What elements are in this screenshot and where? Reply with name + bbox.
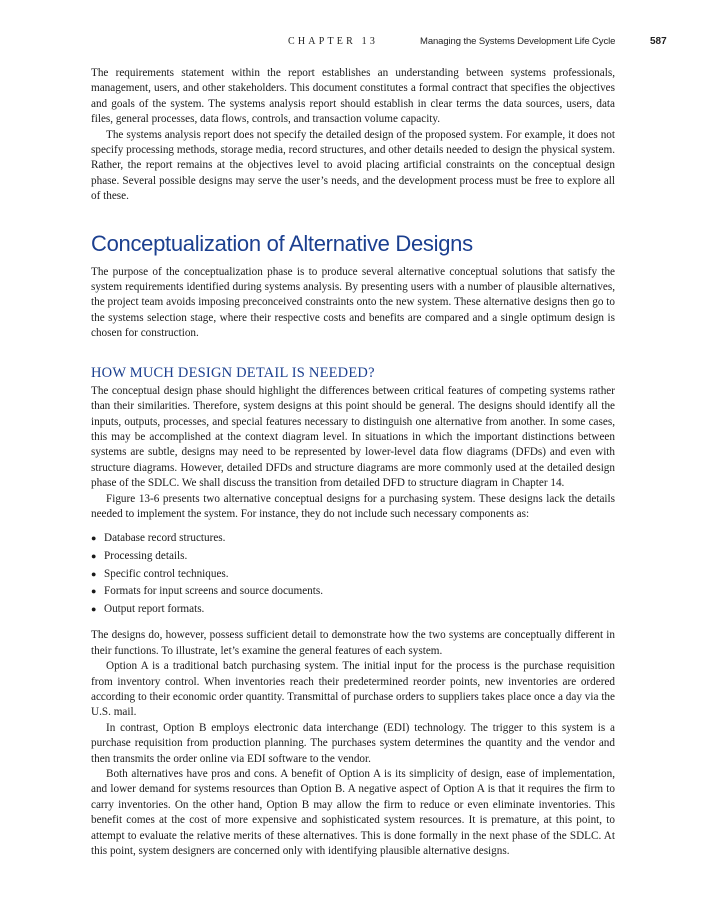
section-heading: Conceptualization of Alternative Designs	[91, 230, 473, 256]
list-item-text: Processing details.	[104, 549, 188, 562]
chapter-title: Managing the Systems Development Life Cycle	[420, 36, 616, 47]
bullet-list	[91, 530, 615, 618]
bullet-icon: ●	[91, 550, 97, 561]
bullet-icon: ●	[91, 586, 97, 597]
list-item	[91, 530, 615, 548]
list-item-text: Specific control techniques.	[104, 567, 229, 580]
bullet-icon: ●	[91, 533, 97, 544]
list-item	[91, 548, 615, 566]
bullet-icon: ●	[91, 568, 97, 579]
paragraph: The designs do, however, possess sufficient detail to demonstrate how the two systems are conceptually different in their functions. To illustrate, let’s examine the general features of each system.	[91, 629, 615, 657]
paragraph: The systems analysis report does not specify the detailed design of the proposed system. For example, it does not specify processing methods, storage media, record structures, and other details needed to design the physical system. Rather, the report remains at the objectives level to avoid placing artificial constraints on the conceptual design phase. Several possible designs may serve the user’s needs, and the development process must be free to explore all of these.	[91, 128, 615, 203]
paragraph: Option A is a traditional batch purchasing system. The initial input for the process is the purchase requisition from inventory control. When inventories reach their predetermined reorder points, new inventories are ordered according to their economic order quantity. Transmittal of purchase orders to suppliers takes place once a day via the U.S. mail.	[91, 660, 615, 719]
list-item-text: Formats for input screens and source documents.	[104, 585, 324, 598]
subsection-heading: HOW MUCH DESIGN DETAIL IS NEEDED?	[91, 364, 375, 381]
chapter-label: CHAPTER 13	[288, 36, 379, 47]
paragraph: The requirements statement within the report establishes an understanding between systems professionals, management, users, and other stakeholders. This document constitutes a formal contract that specifies the objectives and goals of the system. The systems analysis report should establish in clear terms the data sources, users, data files, general processes, data flows, controls, and transaction volume capacity.	[91, 67, 615, 126]
running-header	[0, 36, 719, 50]
list-item	[91, 601, 615, 619]
paragraph: In contrast, Option B employs electronic data interchange (EDI) technology. The trigger to this system is a purchase requisition from production planning. The purchases system determines the quantity and the vendor and then transmits the order online via EDI software to the vendor.	[91, 721, 615, 765]
bullet-icon: ●	[91, 603, 97, 614]
paragraph: The conceptual design phase should highlight the differences between critical features of competing systems rather than their similarities. Therefore, system designs at this point should be general. The designs should identify all the inputs, outputs, processes, and special features necessary to distinguish one alternative from another. In some cases, this may be accomplished at the context diagram level. In situations in which the important distinctions between systems are subtle, designs may need to be represented by lower-level data flow diagrams (DFDs) and even with structure diagrams. However, detailed DFDs and structure diagrams are more commonly used at the detailed design phase of the SDLC. We shall discuss the transition from detailed DFD to structure diagram in Chapter 14.	[91, 384, 615, 490]
list-item-text: Database record structures.	[104, 532, 226, 545]
list-item	[91, 566, 615, 584]
page-number: 587	[650, 36, 667, 47]
list-item	[91, 583, 615, 601]
paragraph: Figure 13-6 presents two alternative conceptual designs for a purchasing system. These designs lack the details needed to implement the system. For instance, they do not include such necessary components as:	[91, 492, 615, 520]
list-item-text: Output report formats.	[104, 602, 205, 615]
paragraph: Both alternatives have pros and cons. A benefit of Option A is its simplicity of design, ease of implementation, and lower demand for systems resources than Option B. A negative aspect of Option A is that it requires the firm to carry inventories. On the other hand, Option B may allow the firm to reduce or even eliminate inventories. This benefit comes at the cost of more expensive and sophisticated system resources. It is premature, at this point, to attempt to evaluate the relative merits of these alternatives. This is done formally in the next phase of the SDLC. At this point, system designers are concerned only with identifying plausible alternative designs.	[91, 767, 615, 857]
page-body	[91, 66, 615, 859]
paragraph: The purpose of the conceptualization phase is to produce several alternative conceptual solutions that satisfy the system requirements identified during systems analysis. By presenting users with a number of plausible alternatives, the project team avoids imposing preconceived constraints onto the new system. These alternative designs then go to the systems selection stage, where their respective costs and benefits are compared and a single optimum design is chosen for construction.	[91, 265, 615, 340]
